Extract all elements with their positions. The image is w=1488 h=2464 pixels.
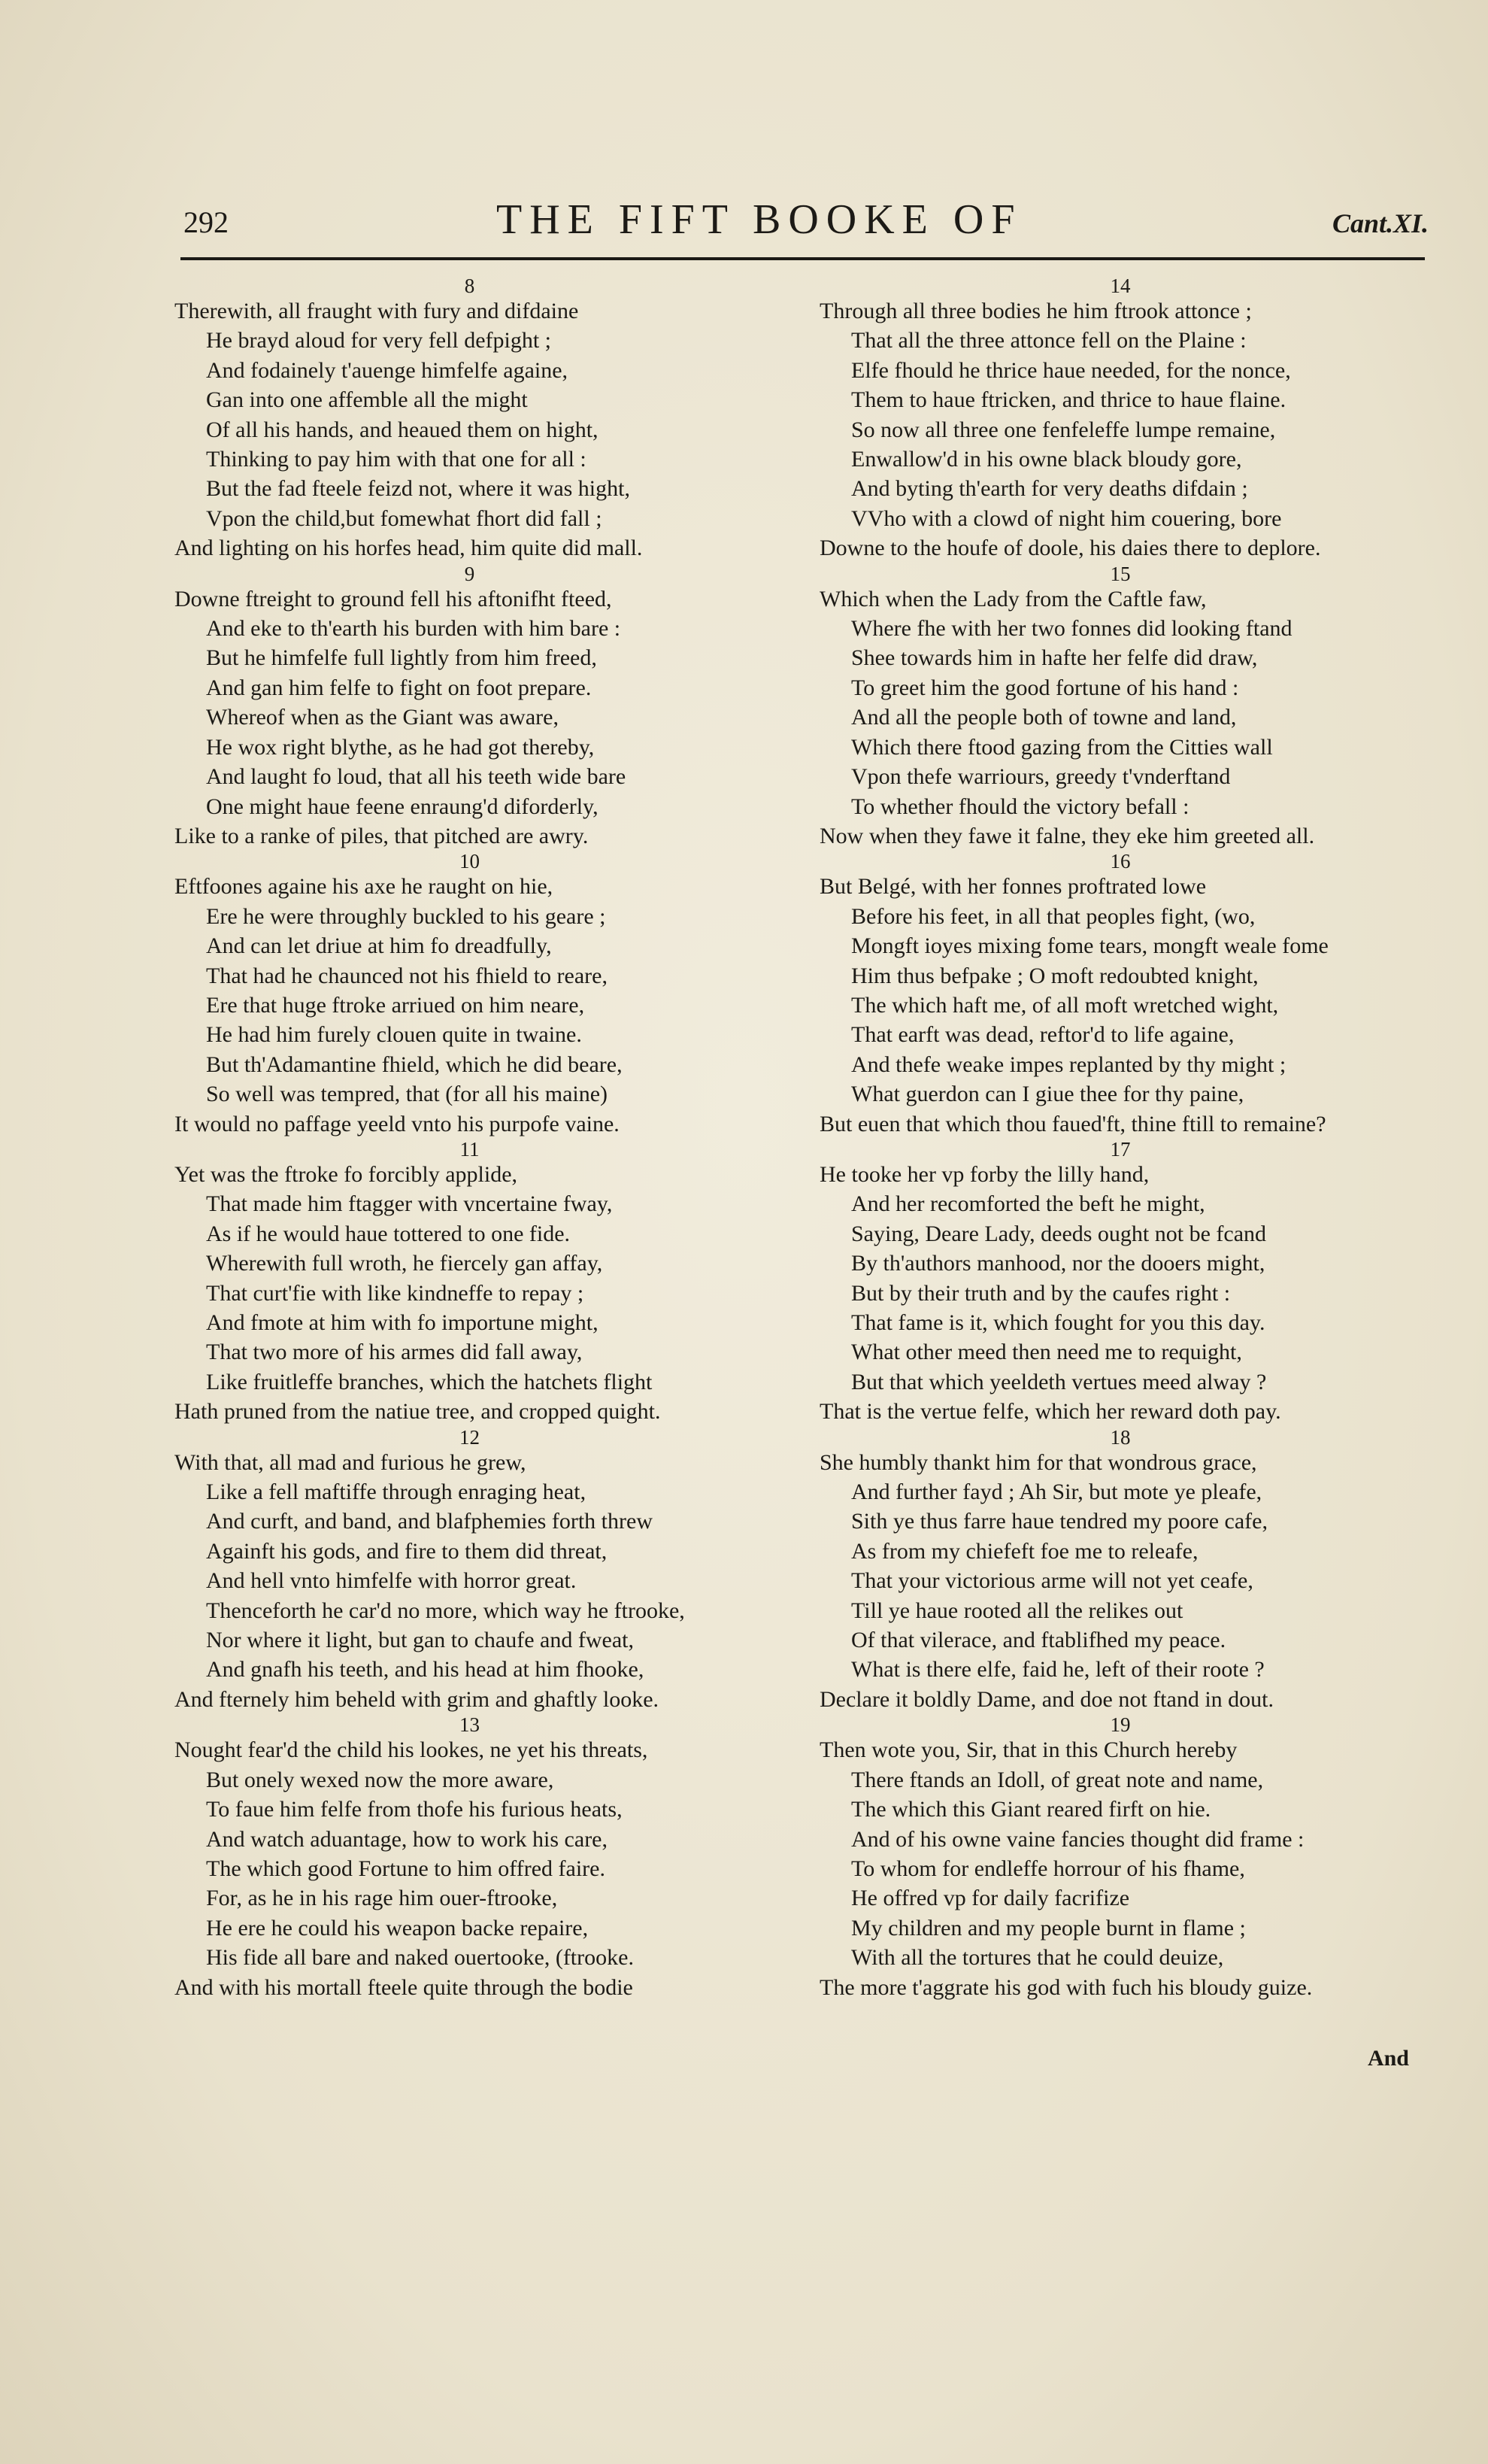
verse-line: And gnafh his teeth, and his head at him fhooke, — [206, 1657, 644, 1683]
verse-line: And hell vnto himfelfe with horror great. — [206, 1568, 577, 1594]
stanza-number: 16 — [1110, 850, 1131, 873]
verse-line: The which haft me, of all moft wretched wight, — [851, 992, 1279, 1018]
verse-line: And lighting on his horfes head, him quite did mall. — [174, 536, 643, 561]
verse-line: Ere that huge ftroke arriued on him neare, — [206, 992, 585, 1018]
verse-line: Like fruitleffe branches, which the hatchets flight — [206, 1369, 653, 1394]
verse-line: Like to a ranke of piles, that pitched are awry. — [174, 823, 589, 848]
verse-line: By th'authors manhood, nor the dooers might, — [851, 1251, 1265, 1276]
verse-line: He offred vp for daily facrifize — [851, 1886, 1130, 1911]
verse-line: He ere he could his weapon backe repaire, — [206, 1915, 589, 1941]
verse-line: Eftfoones againe his axe he raught on hie, — [174, 874, 553, 900]
stanza — [820, 563, 1421, 851]
verse-line: Of that vilerace, and ftablifhed my peace. — [851, 1628, 1226, 1653]
verse-line: Of all his hands, and heaued them on hight, — [206, 417, 599, 442]
verse-line: Enwallow'd in his owne black bloudy gore, — [851, 447, 1242, 472]
verse-line: VVho with a clowd of night him couering, bore — [851, 505, 1282, 531]
canto-label: Cant.XI. — [1332, 208, 1429, 238]
verse-line: Sith ye thus farre haue tendred my poore cafe, — [851, 1509, 1268, 1534]
verse-line: What guerdon can I giue thee for thy paine, — [851, 1082, 1244, 1107]
verse-line: Saying, Deare Lady, deeds ought not be fcand — [851, 1221, 1267, 1246]
verse-line: And curft, and band, and blafphemies forth threw — [206, 1509, 653, 1534]
verse-line: Gan into one affemble all the might — [206, 387, 528, 413]
verse-line: Vpon the child,but fomewhat fhort did fall ; — [206, 505, 602, 531]
stanza-number: 13 — [459, 1713, 480, 1737]
verse-line: And all the people both of towne and land, — [851, 705, 1237, 730]
verse-line: But onely wexed now the more aware, — [206, 1767, 554, 1792]
verse-line: With that, all mad and furious he grew, — [174, 1449, 526, 1475]
verse-line: Ere he were throughly buckled to his geare ; — [206, 903, 606, 929]
verse-line: Nought fear'd the child his lookes, ne yet his threats, — [174, 1737, 648, 1763]
verse-line: Like a fell maftiffe through enraging heat, — [206, 1479, 586, 1505]
verse-line: As from my chiefeft foe me to releafe, — [851, 1538, 1199, 1564]
verse-line: And fternely him beheld with grim and ghaftly looke. — [174, 1686, 659, 1712]
stanza-number: 10 — [459, 850, 480, 873]
verse-line: But the fad fteele feizd not, where it was hight, — [206, 476, 630, 502]
verse-line: That all the three attonce fell on the Plaine : — [851, 328, 1247, 354]
stanza-number: 17 — [1110, 1137, 1131, 1161]
verse-line: What other meed then need me to requight, — [851, 1340, 1242, 1365]
verse-line: He wox right blythe, as he had got thereby, — [206, 734, 595, 760]
verse-line: But th'Adamantine fhield, which he did beare, — [206, 1051, 623, 1077]
verse-line: And eke to th'earth his burden with him bare : — [206, 616, 621, 642]
stanza-number: 8 — [464, 275, 475, 297]
stanza — [174, 563, 765, 851]
verse-line: So well was tempred, that (for all his maine) — [206, 1082, 608, 1107]
verse-line: Them to haue ftricken, and thrice to haue flaine. — [851, 387, 1286, 413]
stanza — [174, 851, 765, 1139]
verse-line: He brayd aloud for very fell defpight ; — [206, 328, 552, 354]
catchword: And — [1367, 2046, 1409, 2071]
left-column — [174, 275, 765, 2002]
stanza-number: 14 — [1110, 275, 1131, 297]
verse-line: Whereof when as the Giant was aware, — [206, 705, 559, 730]
stanza — [174, 275, 765, 563]
verse-line: Through all three bodies he him ftrook attonce ; — [820, 299, 1252, 323]
header-rule — [180, 257, 1425, 260]
verse-line: To greet him the good fortune of his hand : — [851, 675, 1239, 700]
stanza — [174, 1427, 765, 1715]
verse-line: That two more of his armes did fall away, — [206, 1340, 583, 1365]
verse-line: With all the tortures that he could deuize, — [851, 1945, 1224, 1971]
verse-line: Before his feet, in all that peoples fight, (wo, — [851, 903, 1256, 929]
stanza — [174, 1139, 765, 1427]
verse-line: As if he would haue tottered to one fide. — [206, 1221, 571, 1246]
verse-line: My children and my people burnt in flame ; — [851, 1915, 1246, 1941]
verse-line: And her recomforted the beft he might, — [851, 1191, 1205, 1217]
verse-line: And fmote at him with fo importune might, — [206, 1310, 599, 1335]
verse-line: Where fhe with her two fonnes did looking ftand — [851, 616, 1293, 642]
verse-line: Which there ftood gazing from the Citties wall — [851, 734, 1273, 760]
verse-line: So now all three one fenfeleffe lumpe remaine, — [851, 417, 1276, 442]
verse-line: Till ye haue rooted all the relikes out — [851, 1598, 1183, 1623]
stanza-number: 18 — [1110, 1425, 1131, 1449]
verse-line: He had him furely clouen quite in twaine. — [206, 1022, 582, 1048]
verse-line: Shee towards him in hafte her felfe did draw, — [851, 645, 1258, 671]
verse-line: Thinking to pay him with that one for all : — [206, 447, 586, 472]
stanza — [820, 1714, 1421, 2002]
verse-line: That fame is it, which fought for you this day. — [851, 1310, 1265, 1335]
verse-line: And fodainely t'auenge himfelfe againe, — [206, 357, 568, 383]
verse-line: It would no paffage yeeld vnto his purpofe vaine. — [174, 1111, 620, 1136]
verse-line: But that which yeeldeth vertues meed alway ? — [851, 1369, 1267, 1394]
verse-line: What is there elfe, faid he, left of their roote ? — [851, 1657, 1265, 1683]
verse-line: That curt'fie with like kindneffe to repay ; — [206, 1280, 584, 1306]
verse-line: The which this Giant reared firft on hie. — [851, 1797, 1211, 1822]
verse-line: Him thus befpake ; O moft redoubted knight, — [851, 963, 1259, 988]
page-number: 292 — [183, 205, 229, 239]
verse-line: Therewith, all fraught with fury and difdaine — [174, 299, 579, 323]
verse-line: But Belgé, with her fonnes proftrated lowe — [820, 874, 1207, 900]
verse-line: That is the vertue felfe, which her reward doth pay. — [820, 1399, 1281, 1425]
verse-line: And can let driue at him fo dreadfully, — [206, 933, 552, 959]
verse-line: Which when the Lady from the Caftle faw, — [820, 586, 1207, 611]
verse-line: And of his owne vaine fancies thought did frame : — [851, 1826, 1305, 1852]
verse-line: And gan him felfe to fight on foot prepare. — [206, 675, 592, 700]
verse-line: Elfe fhould he thrice haue needed, for the nonce, — [851, 357, 1291, 383]
verse-line: To whom for endleffe horrour of his fhame, — [851, 1856, 1245, 1881]
stanza-number: 9 — [464, 562, 475, 585]
verse-line: Yet was the ftroke fo forcibly applide, — [174, 1161, 518, 1187]
verse-line: Vpon thefe warriours, greedy t'vnderftand — [851, 764, 1231, 790]
stanza — [820, 275, 1421, 563]
verse-line: That earft was dead, reftor'd to life againe, — [851, 1022, 1235, 1048]
stanza — [820, 851, 1421, 1139]
verse-line: That made him ftagger with vncertaine fway, — [206, 1191, 613, 1217]
verse-line: But he himfelfe full lightly from him freed, — [206, 645, 597, 671]
verse-line: She humbly thankt him for that wondrous grace, — [820, 1449, 1257, 1475]
verse-line: Wherewith full wroth, he fiercely gan affay, — [206, 1251, 603, 1276]
verse-line: To whether fhould the victory befall : — [851, 794, 1189, 819]
verse-line: Declare it boldly Dame, and doe not ftand in dout. — [820, 1686, 1274, 1712]
stanza-number: 11 — [459, 1137, 480, 1161]
verse-line: And further fayd ; Ah Sir, but mote ye pleafe, — [851, 1479, 1262, 1505]
verse-line: And byting th'earth for very deaths difdain ; — [851, 476, 1248, 502]
running-title: THE FIFT BOOKE OF — [496, 196, 1023, 243]
stanza — [174, 1714, 765, 2002]
stanza — [820, 1139, 1421, 1427]
right-column — [820, 275, 1421, 2002]
stanza-number: 12 — [459, 1425, 480, 1449]
verse-line: Thenceforth he car'd no more, which way he ftrooke, — [206, 1598, 685, 1623]
verse-line: And watch aduantage, how to work his care, — [206, 1826, 608, 1852]
verse-line: Then wote you, Sir, that in this Church hereby — [820, 1737, 1238, 1763]
verse-line: For, as he in his rage him ouer-ftrooke, — [206, 1886, 558, 1911]
verse-line: Nor where it light, but gan to chaufe and fweat, — [206, 1628, 634, 1653]
verse-line: Hath pruned from the natiue tree, and cropped quight. — [174, 1399, 661, 1425]
verse-line: His fide all bare and naked ouertooke, (ftrooke. — [206, 1945, 634, 1971]
verse-line: But euen that which thou faued'ft, thine ftill to remaine? — [820, 1111, 1326, 1136]
verse-line: Againft his gods, and fire to them did threat, — [206, 1538, 608, 1564]
verse-line: Mongft ioyes mixing fome tears, mongft weale fome — [851, 933, 1329, 959]
verse-line: And thefe weake impes replanted by thy might ; — [851, 1051, 1286, 1077]
verse-line: He tooke her vp forby the lilly hand, — [820, 1161, 1150, 1187]
verse-line: But by their truth and by the caufes right : — [851, 1280, 1231, 1306]
verse-line: That your victorious arme will not yet ceafe, — [851, 1568, 1253, 1594]
verse-line: And with his mortall fteele quite through the bodie — [174, 1974, 633, 2000]
verse-line: There ftands an Idoll, of great note and name, — [851, 1767, 1264, 1792]
stanza-number: 19 — [1110, 1713, 1131, 1737]
verse-line: Downe to the houfe of doole, his daies there to deplore. — [820, 536, 1321, 561]
stanza — [820, 1427, 1421, 1715]
verse-line: To faue him felfe from thofe his furious heats, — [206, 1797, 623, 1822]
verse-line: Downe ftreight to ground fell his aftonifht fteed, — [174, 586, 612, 611]
verse-line: The which good Fortune to him offred faire. — [206, 1856, 605, 1881]
stanza-number: 15 — [1110, 562, 1131, 585]
verse-line: That had he chaunced not his fhield to reare, — [206, 963, 608, 988]
verse-line: Now when they fawe it falne, they eke him greeted all. — [820, 823, 1315, 848]
verse-line: One might haue feene enraung'd diforderly, — [206, 794, 599, 819]
verse-line: And laught fo loud, that all his teeth wide bare — [206, 764, 626, 790]
page-header — [180, 197, 1429, 257]
verse-line: The more t'aggrate his god with fuch his bloudy guize. — [820, 1974, 1313, 2000]
